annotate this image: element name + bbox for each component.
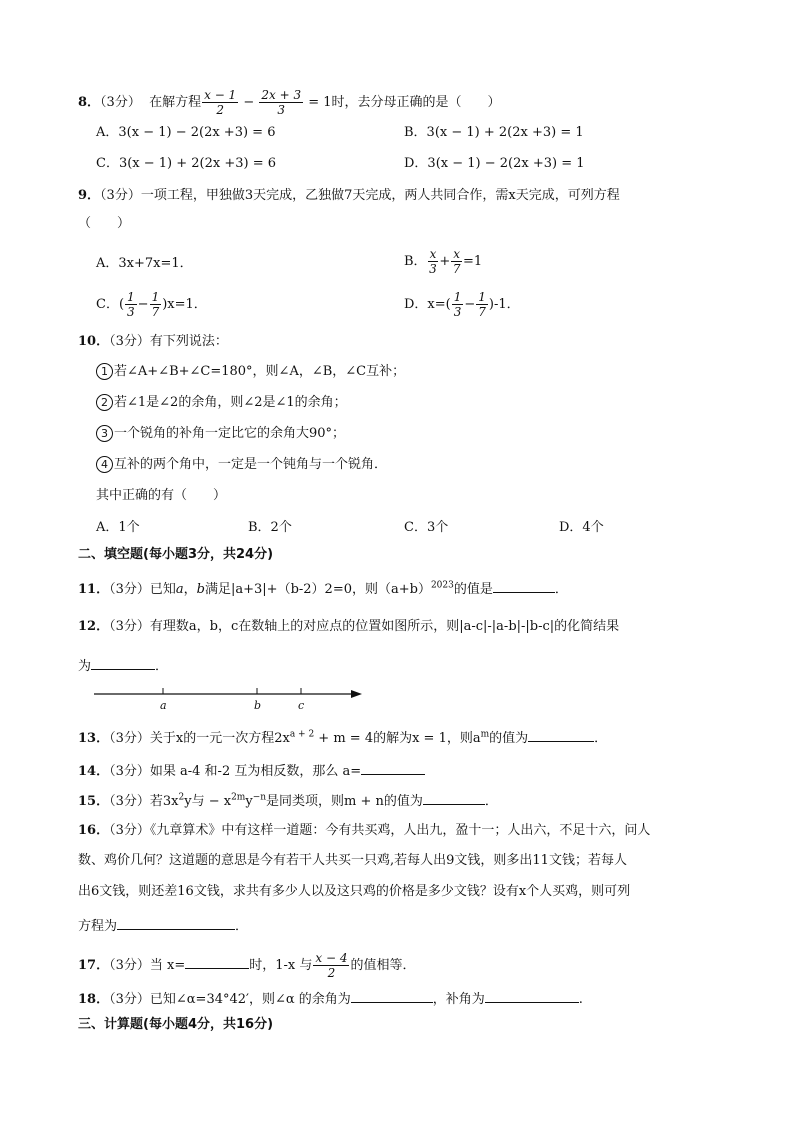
option-a: A．1个 bbox=[96, 520, 140, 535]
label-c: c bbox=[298, 699, 305, 712]
circled-number: 1 bbox=[96, 363, 113, 380]
answer-blank[interactable] bbox=[91, 655, 155, 670]
question-score: （3分） bbox=[100, 95, 141, 110]
question-18: 18．（3分）已知∠α=34°42′，则∠α 的余角为 ，补角为 . bbox=[78, 988, 583, 1009]
statement-4: 4 互补的两个角中，一定是一个钝角与一个锐角． bbox=[96, 456, 387, 474]
question-number: 13． bbox=[78, 731, 110, 746]
answer-blank[interactable] bbox=[528, 727, 594, 742]
fraction: $\frac{x - 4}{2}$ bbox=[315, 951, 348, 980]
question-score: （3分） bbox=[109, 582, 150, 597]
option-d: D．3(x − 1) − 2(2x +3) = 1 bbox=[404, 156, 585, 171]
question-number: 11． bbox=[78, 582, 110, 597]
question-15: 15．（3分）若$3x^2y$与 − $x^{2m}y^{-n}$是同类项，则m + n的值为 ． bbox=[78, 790, 498, 811]
statement-2: 2 若∠1是∠2的余角，则∠2是∠1的余角； bbox=[96, 394, 347, 412]
question-score: （3分） bbox=[109, 731, 150, 746]
fraction: $\frac{x - 1}{2}$ bbox=[204, 88, 237, 117]
answer-blank[interactable] bbox=[493, 578, 555, 593]
question-number: 14． bbox=[78, 764, 110, 779]
option-c: C．3(x − 1) + 2(2x +3) = 6 bbox=[96, 156, 277, 171]
fraction: $\frac{1}{7}$ bbox=[151, 290, 160, 319]
option-d: D．x=( $\frac{1}{3}$ − $\frac{1}{7}$ )-1． bbox=[404, 290, 520, 319]
option-a: A．3(x − 1) − 2(2x +3) = 6 bbox=[96, 125, 276, 140]
question-text: = 1时，去分母正确的是（ ） bbox=[304, 95, 501, 110]
answer-blank[interactable] bbox=[361, 760, 425, 775]
question-text: 在解方程 bbox=[149, 95, 202, 110]
option-b: B． $\frac{x}{3}$ + $\frac{x}{7}$ =1 bbox=[404, 247, 483, 276]
question-score: （3分） bbox=[109, 958, 150, 973]
question-16-line4: 方程为 ． bbox=[78, 915, 248, 936]
question-text: 有理数a，b，c在数轴上的对应点的位置如图所示，则|a-c|-|a-b|-|b-c|的化简结果 bbox=[149, 619, 620, 634]
fraction: $\frac{1}{3}$ bbox=[127, 290, 135, 319]
question-number: 18． bbox=[78, 992, 110, 1007]
question-13: 13．（3分）关于x的一元一次方程$2x^{a + 2} + m = 4$的解为x = 1，则$a^m$的值为 ． bbox=[78, 727, 607, 748]
option-b: B．2个 bbox=[248, 520, 292, 535]
option-c: C．3个 bbox=[404, 520, 449, 535]
question-12-line2: 为 ． bbox=[78, 655, 168, 676]
statement-3: 3 一个锐角的补角一定比它的余角大90°； bbox=[96, 425, 345, 443]
question-score: （3分） bbox=[109, 764, 150, 779]
label-a: a bbox=[160, 699, 167, 712]
section-heading: 三、计算题(每小题4分，共16分) bbox=[78, 1017, 274, 1032]
answer-blank[interactable] bbox=[117, 915, 235, 930]
question-prompt: 其中正确的有（ ） bbox=[96, 488, 227, 503]
section-heading: 二、填空题(每小题3分，共24分) bbox=[78, 547, 274, 562]
question-8 bbox=[78, 88, 501, 117]
question-16: 16．（3分）《九章算术》中有这样一道题：今有共买鸡，人出九，盈十一；人出六，不足十六，问人 bbox=[78, 823, 651, 838]
circled-number: 2 bbox=[96, 394, 113, 411]
question-14: 14．（3分）如果 a-4 和-2 互为相反数，那么 a= bbox=[78, 760, 425, 781]
question-number: 8． bbox=[78, 95, 101, 110]
question-10 bbox=[78, 333, 228, 351]
question-number: 17． bbox=[78, 958, 110, 973]
operator: − bbox=[239, 95, 259, 110]
question-score: （3分） bbox=[109, 992, 150, 1007]
question-number: 15． bbox=[78, 794, 110, 809]
fraction: $\frac{x}{7}$ bbox=[452, 247, 461, 276]
question-text: 有下列说法： bbox=[149, 334, 228, 349]
question-17: 17．（3分）当 x= 时，1-x 与 $\frac{x - 4}{2}$ 的值相等． bbox=[78, 951, 416, 980]
fraction: $\frac{1}{7}$ bbox=[478, 290, 486, 319]
answer-blank[interactable] bbox=[485, 988, 579, 1003]
question-16-line2: 数、鸡价几何？这道题的意思是今有若干人共买一只鸡,若每人出9文钱，则多出11文钱；若每人 bbox=[78, 853, 627, 868]
question-number: 9． bbox=[78, 188, 101, 203]
question-11: 11．（3分）已知a，b满足|a+3|+（b-2）2=0，则$(a+b)^{2023}$的值是 ． bbox=[78, 578, 568, 599]
question-16-line3: 出6文钱，则还差16文钱，求共有多少人以及这只鸡的价格是多少文钱？设有x个人买鸡，则可列 bbox=[78, 884, 631, 899]
question-number: 12． bbox=[78, 619, 110, 634]
circled-number: 3 bbox=[96, 425, 113, 442]
question-number: 10． bbox=[78, 334, 110, 349]
option-a: A．3x+7x=1． bbox=[96, 256, 193, 271]
arrow-icon bbox=[351, 690, 362, 698]
option-b: B．3(x − 1) + 2(2x +3) = 1 bbox=[404, 125, 584, 140]
answer-paren: （ ） bbox=[78, 216, 131, 231]
question-12 bbox=[78, 618, 619, 636]
question-score: （3分） bbox=[109, 619, 150, 634]
label-b: b bbox=[254, 699, 262, 712]
option-d: D．4个 bbox=[559, 520, 604, 535]
answer-blank[interactable] bbox=[351, 988, 433, 1003]
question-score: （3分） bbox=[100, 188, 141, 203]
circled-number: 4 bbox=[96, 456, 113, 473]
fraction: $\frac{1}{3}$ bbox=[453, 290, 462, 319]
fraction: $\frac{x}{3}$ bbox=[429, 247, 437, 276]
answer-blank[interactable] bbox=[423, 790, 485, 805]
answer-blank[interactable] bbox=[185, 954, 249, 969]
question-number: 16． bbox=[78, 823, 110, 838]
number-line bbox=[90, 684, 370, 712]
question-score: （3分） bbox=[109, 334, 150, 349]
fraction: $\frac{2x + 3}{3}$ bbox=[261, 88, 302, 117]
question-score: （3分） bbox=[109, 794, 150, 809]
question-score: （3分） bbox=[109, 823, 150, 838]
question-9 bbox=[78, 187, 620, 205]
statement-1: 1 若∠A+∠B+∠C=180°，则∠A，∠B，∠C互补； bbox=[96, 363, 405, 381]
question-text: 一项工程，甲独做3天完成，乙独做7天完成，两人共同合作，需x天完成，可列方程 bbox=[140, 188, 620, 203]
option-c: C．( $\frac{1}{3}$ − $\frac{1}{7}$ )x=1． bbox=[96, 290, 207, 319]
